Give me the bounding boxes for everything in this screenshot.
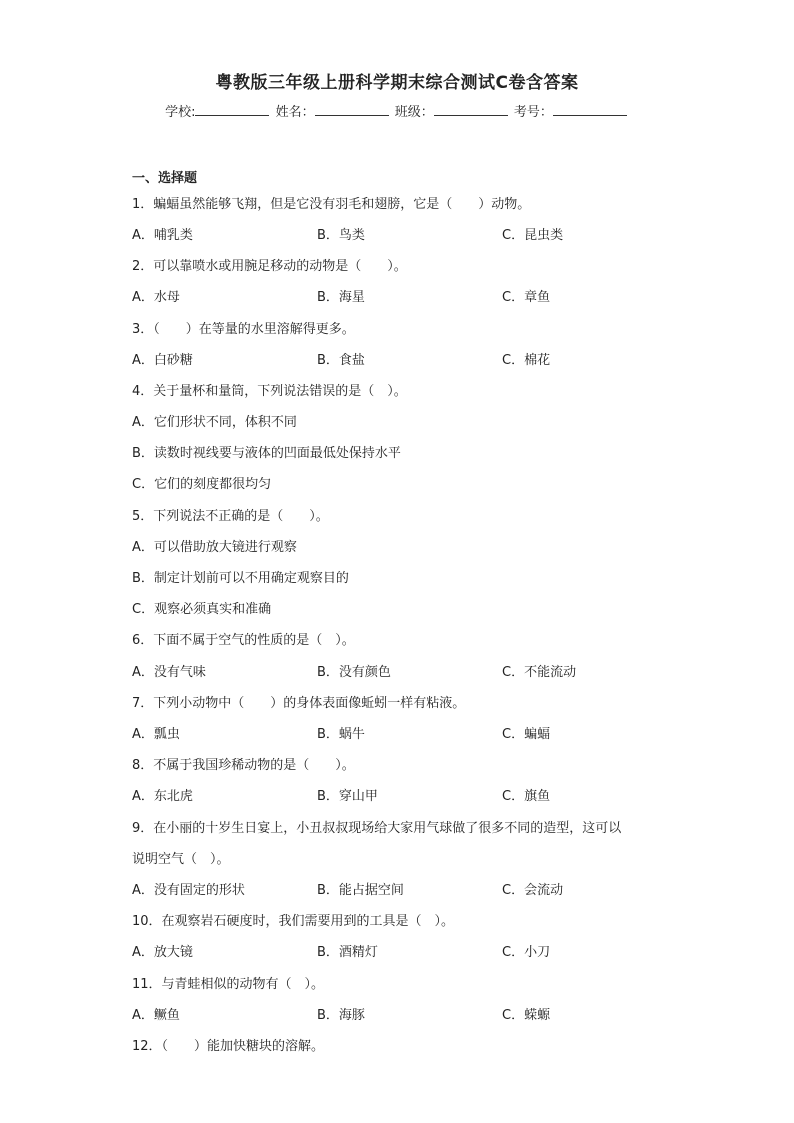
option-b[interactable]: B．海星 bbox=[317, 290, 365, 305]
option-b[interactable]: B．读数时视线要与液体的凹面最低处保持水平 bbox=[132, 446, 401, 461]
option-c[interactable]: C．章鱼 bbox=[502, 290, 551, 305]
option-c[interactable]: C．旗鱼 bbox=[502, 789, 551, 804]
option-a[interactable]: A．哺乳类 bbox=[132, 228, 193, 243]
page-title: 粤教版三年级上册科学期末综合测试C卷含答案 bbox=[215, 73, 579, 93]
question-4: 4．关于量杯和量筒，下列说法错误的是（ ）。 bbox=[132, 384, 407, 399]
option-a[interactable]: A．鳜鱼 bbox=[132, 1008, 180, 1023]
option-a[interactable]: A．它们形状不同，体积不同 bbox=[132, 415, 297, 430]
option-a[interactable]: A．东北虎 bbox=[132, 789, 193, 804]
option-a[interactable]: A．可以借助放大镜进行观察 bbox=[132, 540, 297, 555]
option-c[interactable]: C．不能流动 bbox=[502, 665, 577, 680]
name-blank[interactable] bbox=[315, 102, 389, 116]
option-a[interactable]: A．水母 bbox=[132, 290, 180, 305]
school-blank[interactable] bbox=[195, 102, 269, 116]
option-c[interactable]: C．会流动 bbox=[502, 883, 564, 898]
option-c[interactable]: C．蝙蝠 bbox=[502, 727, 551, 742]
class-label: 班级： bbox=[394, 105, 434, 120]
question-5: 5．下列说法不正确的是（ ）。 bbox=[132, 509, 329, 524]
option-b[interactable]: B．酒精灯 bbox=[317, 945, 378, 960]
option-b[interactable]: B．蜗牛 bbox=[317, 727, 365, 742]
option-c[interactable]: C．观察必须真实和准确 bbox=[132, 602, 272, 617]
section-title: 一、选择题 bbox=[132, 171, 198, 186]
option-c[interactable]: C．棉花 bbox=[502, 353, 551, 368]
option-a[interactable]: A．瓢虫 bbox=[132, 727, 180, 742]
class-blank[interactable] bbox=[434, 102, 508, 116]
exam-number-blank[interactable] bbox=[553, 102, 627, 116]
name-label: 姓名： bbox=[275, 105, 315, 120]
question-2: 2．可以靠喷水或用腕足移动的动物是（ ）。 bbox=[132, 259, 407, 274]
option-b[interactable]: B．海豚 bbox=[317, 1008, 365, 1023]
question-7: 7．下列小动物中（ ）的身体表面像蚯蚓一样有粘液。 bbox=[132, 696, 466, 711]
student-info-line bbox=[0, 101, 794, 120]
question-8: 8．不属于我国珍稀动物的是（ ）。 bbox=[132, 758, 355, 773]
option-a[interactable]: A．没有固定的形状 bbox=[132, 883, 245, 898]
option-c[interactable]: C．小刀 bbox=[502, 945, 551, 960]
school-label: 学校: bbox=[165, 105, 196, 120]
question-3: 3．（ ）在等量的水里溶解得更多。 bbox=[132, 322, 355, 337]
question-9: 9．在小丽的十岁生日宴上，小丑叔叔现场给大家用气球做了很多不同的造型，这可以 bbox=[132, 821, 622, 836]
option-b[interactable]: B．制定计划前可以不用确定观察目的 bbox=[132, 571, 349, 586]
question-10: 10．在观察岩石硬度时，我们需要用到的工具是（ ）。 bbox=[132, 914, 455, 929]
option-c[interactable]: C．它们的刻度都很均匀 bbox=[132, 477, 272, 492]
option-b[interactable]: B．穿山甲 bbox=[317, 789, 378, 804]
question-6: 6．下面不属于空气的性质的是（ ）。 bbox=[132, 633, 355, 648]
question-11: 11．与青蛙相似的动物有（ ）。 bbox=[132, 977, 325, 992]
option-b[interactable]: B．能占据空间 bbox=[317, 883, 404, 898]
option-a[interactable]: A．没有气味 bbox=[132, 665, 206, 680]
option-b[interactable]: B．鸟类 bbox=[317, 228, 365, 243]
question-1: 1．蝙蝠虽然能够飞翔，但是它没有羽毛和翅膀，它是（ ）动物。 bbox=[132, 197, 531, 212]
question-9-continued: 说明空气（ ）。 bbox=[132, 852, 230, 867]
exam-number-label: 考号： bbox=[513, 105, 553, 120]
option-c[interactable]: C．昆虫类 bbox=[502, 228, 564, 243]
option-b[interactable]: B．食盐 bbox=[317, 353, 365, 368]
option-b[interactable]: B．没有颜色 bbox=[317, 665, 391, 680]
question-12: 12．（ ）能加快糖块的溶解。 bbox=[132, 1039, 325, 1054]
option-c[interactable]: C．蝾螈 bbox=[502, 1008, 551, 1023]
option-a[interactable]: A．放大镜 bbox=[132, 945, 193, 960]
option-a[interactable]: A．白砂糖 bbox=[132, 353, 193, 368]
